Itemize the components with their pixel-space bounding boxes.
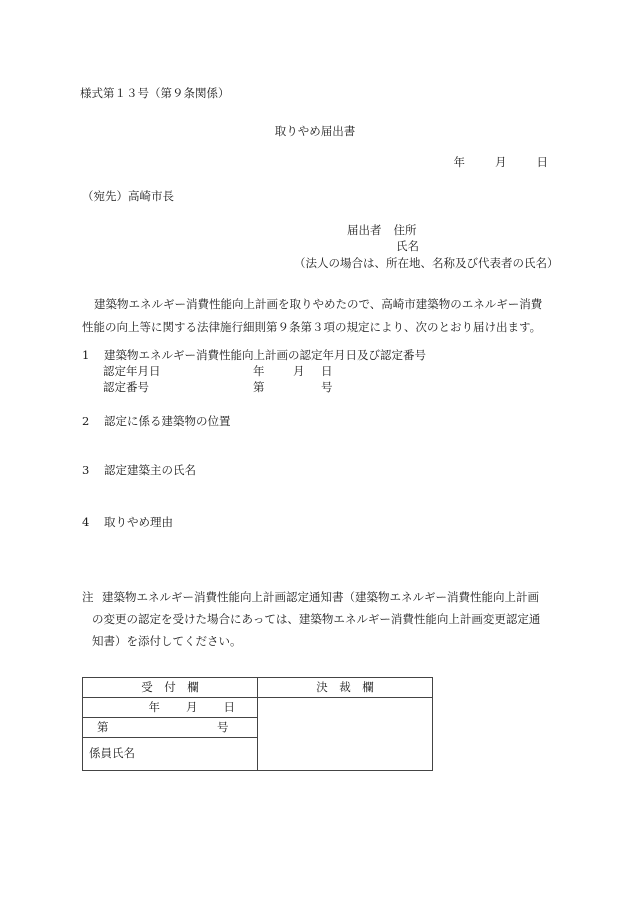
section-number: 3 (82, 463, 90, 477)
section-2-heading (82, 416, 231, 428)
section-label: 認定建築主の氏名 (104, 463, 196, 477)
go-label: 号 (321, 380, 333, 394)
reception-date-cell (83, 698, 258, 718)
note-line-1 (82, 586, 552, 608)
document-title: 取りやめ届出書 (274, 124, 356, 138)
reception-number-cell (83, 718, 258, 738)
go-label: 号 (217, 719, 229, 734)
form-number: 様式第１３号（第９条関係） (80, 86, 230, 100)
section-number: 2 (82, 414, 90, 428)
year-label: 年 (453, 155, 465, 169)
applicant-label: 届出者 (347, 223, 382, 237)
body-paragraph: 建築物エネルギー消費性能向上計画を取りやめたので、高崎市建築物のエネルギー消費性能の向上等に関する法律施行細則第９条第３項の規定により、次のとおり届け出ます。 (82, 297, 543, 334)
applicant-name-label: 氏名 (396, 239, 419, 253)
year-label: 年 (148, 699, 160, 714)
decision-cell (258, 698, 433, 771)
section-3-heading (82, 465, 196, 477)
day-label: 日 (223, 699, 235, 714)
corporate-note: （法人の場合は、所在地、名称及び代表者の氏名） (294, 256, 559, 270)
decision-column-header: 決 裁 欄 (258, 678, 433, 698)
section-4-heading (82, 517, 173, 529)
section-label: 建築物エネルギー消費性能向上計画の認定年月日及び認定番号 (104, 348, 426, 362)
reception-column-header: 受 付 欄 (83, 678, 258, 698)
day-label: 日 (321, 364, 333, 378)
addressee: （宛先）高崎市長 (82, 189, 174, 203)
certification-number-label: 認定番号 (103, 380, 149, 394)
staff-name-label: 係員氏名 (89, 746, 135, 761)
section-number: 4 (82, 515, 90, 529)
note-prefix: 注 (82, 590, 94, 604)
month-label: 月 (293, 364, 305, 378)
note-line-3: 知書）を添付してください。 (92, 634, 242, 648)
dai-label: 第 (253, 380, 265, 394)
certification-number-row (103, 382, 333, 394)
section-number: 1 (82, 348, 90, 362)
certification-date-row (103, 366, 333, 378)
year-label: 年 (253, 364, 265, 378)
applicant-address-line (347, 225, 417, 237)
day-label: 日 (536, 155, 548, 169)
month-label: 月 (186, 699, 198, 714)
section-label: 取りやめ理由 (104, 515, 173, 529)
dai-label: 第 (97, 719, 109, 734)
section-label: 認定に係る建築物の位置 (104, 414, 231, 428)
month-label: 月 (495, 155, 507, 169)
section-1-heading (82, 350, 426, 362)
certification-date-label: 認定年月日 (103, 364, 161, 378)
note-text-1: 建築物エネルギー消費性能向上計画認定通知書（建築物エネルギー消費性能向上計画 (102, 590, 539, 604)
note-line-2: の変更の認定を受けた場合にあっては、建築物エネルギー消費性能向上計画変更認定通 (92, 612, 541, 626)
address-label: 住所 (393, 223, 417, 237)
staff-name-cell (83, 738, 258, 771)
attachment-note (82, 586, 552, 652)
submission-date (454, 157, 549, 169)
receipt-table (82, 677, 433, 771)
